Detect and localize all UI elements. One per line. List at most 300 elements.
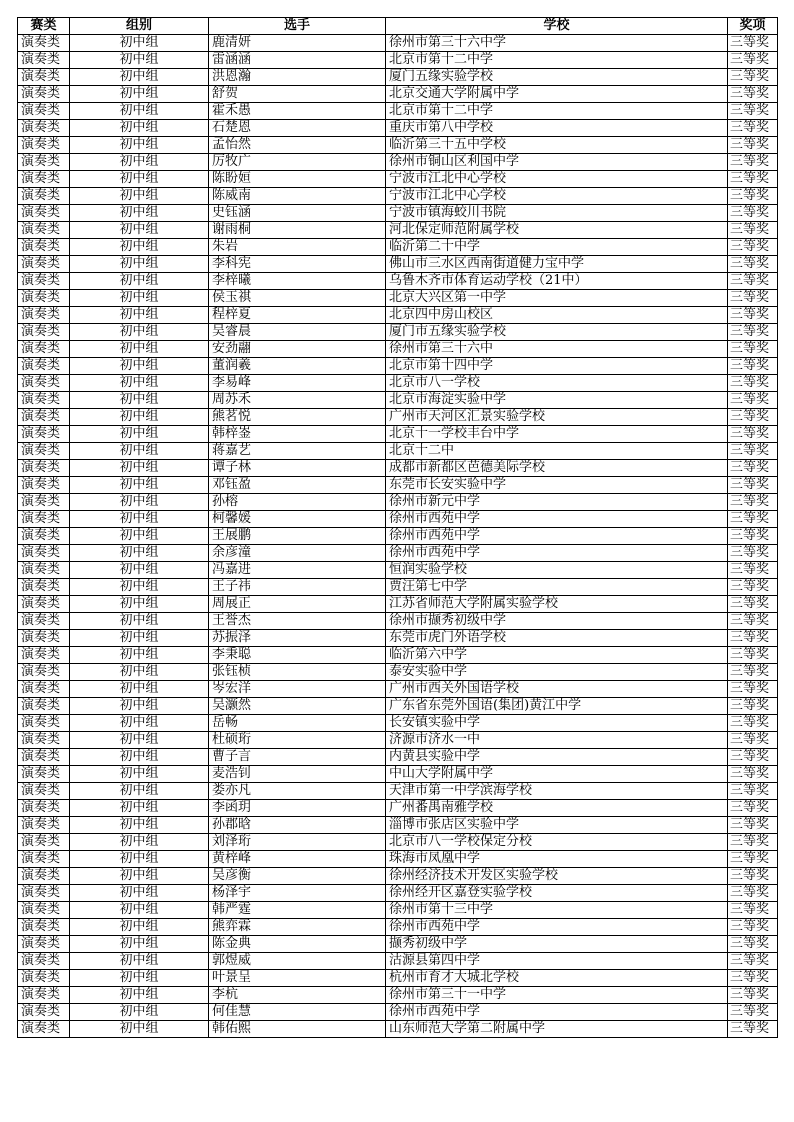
cell-award: 三等奖 [728, 562, 778, 579]
table-row [18, 205, 778, 222]
table-row [18, 409, 778, 426]
table-row [18, 188, 778, 205]
cell-group: 初中组 [70, 749, 209, 766]
table-row [18, 919, 778, 936]
cell-award: 三等奖 [728, 970, 778, 987]
cell-group: 初中组 [70, 647, 209, 664]
cell-award: 三等奖 [728, 256, 778, 273]
cell-group: 初中组 [70, 528, 209, 545]
cell-award: 三等奖 [728, 715, 778, 732]
cell-contestant: 吴彦衡 [209, 868, 386, 885]
cell-group: 初中组 [70, 970, 209, 987]
cell-contestant: 李秉聪 [209, 647, 386, 664]
cell-award: 三等奖 [728, 851, 778, 868]
cell-award: 三等奖 [728, 154, 778, 171]
cell-award: 三等奖 [728, 545, 778, 562]
cell-contestant: 安劲翮 [209, 341, 386, 358]
cell-award: 三等奖 [728, 120, 778, 137]
cell-category: 演奏类 [18, 341, 70, 358]
cell-school: 徐州经济技术开发区实验学校 [386, 868, 728, 885]
cell-school: 徐州市西苑中学 [386, 528, 728, 545]
cell-school: 成都市新都区芭德美际学校 [386, 460, 728, 477]
cell-category: 演奏类 [18, 222, 70, 239]
cell-group: 初中组 [70, 851, 209, 868]
cell-contestant: 雷涵涵 [209, 52, 386, 69]
cell-school: 徐州市西苑中学 [386, 545, 728, 562]
cell-award: 三等奖 [728, 239, 778, 256]
cell-contestant: 黄梓峰 [209, 851, 386, 868]
cell-school: 佛山市三水区西南街道健力宝中学 [386, 256, 728, 273]
cell-category: 演奏类 [18, 664, 70, 681]
cell-contestant: 王子祎 [209, 579, 386, 596]
cell-group: 初中组 [70, 783, 209, 800]
cell-award: 三等奖 [728, 834, 778, 851]
cell-category: 演奏类 [18, 936, 70, 953]
cell-school: 天津市第一中学滨海学校 [386, 783, 728, 800]
table-row [18, 341, 778, 358]
cell-category: 演奏类 [18, 987, 70, 1004]
cell-category: 演奏类 [18, 358, 70, 375]
table-row [18, 749, 778, 766]
cell-group: 初中组 [70, 324, 209, 341]
table-row [18, 528, 778, 545]
cell-award: 三等奖 [728, 766, 778, 783]
cell-award: 三等奖 [728, 171, 778, 188]
cell-award: 三等奖 [728, 528, 778, 545]
cell-group: 初中组 [70, 885, 209, 902]
cell-category: 演奏类 [18, 817, 70, 834]
cell-category: 演奏类 [18, 749, 70, 766]
cell-award: 三等奖 [728, 596, 778, 613]
table-row [18, 868, 778, 885]
cell-award: 三等奖 [728, 52, 778, 69]
table-row [18, 647, 778, 664]
table-row [18, 154, 778, 171]
cell-school: 北京市八一学校 [386, 375, 728, 392]
cell-award: 三等奖 [728, 69, 778, 86]
cell-school: 北京市第十二中学 [386, 52, 728, 69]
cell-award: 三等奖 [728, 698, 778, 715]
cell-group: 初中组 [70, 698, 209, 715]
cell-category: 演奏类 [18, 562, 70, 579]
cell-contestant: 鹿清妍 [209, 35, 386, 52]
cell-group: 初中组 [70, 103, 209, 120]
cell-award: 三等奖 [728, 936, 778, 953]
cell-group: 初中组 [70, 477, 209, 494]
cell-school: 北京市第十四中学 [386, 358, 728, 375]
table-row [18, 613, 778, 630]
cell-award: 三等奖 [728, 307, 778, 324]
cell-group: 初中组 [70, 596, 209, 613]
cell-group: 初中组 [70, 137, 209, 154]
cell-group: 初中组 [70, 800, 209, 817]
cell-category: 演奏类 [18, 239, 70, 256]
table-row [18, 783, 778, 800]
cell-group: 初中组 [70, 664, 209, 681]
cell-group: 初中组 [70, 936, 209, 953]
table-row [18, 69, 778, 86]
cell-contestant: 吴灏然 [209, 698, 386, 715]
cell-contestant: 韩梓崟 [209, 426, 386, 443]
cell-contestant: 叶景呈 [209, 970, 386, 987]
cell-category: 演奏类 [18, 290, 70, 307]
table-row [18, 460, 778, 477]
cell-school: 贾汪第七中学 [386, 579, 728, 596]
cell-award: 三等奖 [728, 579, 778, 596]
table-row [18, 494, 778, 511]
cell-school: 恒润实验学校 [386, 562, 728, 579]
table-row [18, 392, 778, 409]
cell-award: 三等奖 [728, 919, 778, 936]
table-row [18, 171, 778, 188]
table-row [18, 732, 778, 749]
cell-award: 三等奖 [728, 817, 778, 834]
cell-category: 演奏类 [18, 103, 70, 120]
cell-group: 初中组 [70, 205, 209, 222]
cell-category: 演奏类 [18, 851, 70, 868]
cell-school: 河北保定师范附属学校 [386, 222, 728, 239]
cell-contestant: 程梓夏 [209, 307, 386, 324]
cell-award: 三等奖 [728, 273, 778, 290]
cell-contestant: 吴睿晨 [209, 324, 386, 341]
cell-school: 徐州市第三十六中学 [386, 35, 728, 52]
cell-award: 三等奖 [728, 664, 778, 681]
table-row [18, 834, 778, 851]
cell-group: 初中组 [70, 69, 209, 86]
cell-award: 三等奖 [728, 35, 778, 52]
cell-school: 广州市西关外国语学校 [386, 681, 728, 698]
cell-award: 三等奖 [728, 341, 778, 358]
cell-category: 演奏类 [18, 392, 70, 409]
cell-group: 初中组 [70, 52, 209, 69]
cell-award: 三等奖 [728, 647, 778, 664]
cell-group: 初中组 [70, 630, 209, 647]
cell-school: 淄博市张店区实验中学 [386, 817, 728, 834]
cell-group: 初中组 [70, 290, 209, 307]
table-row [18, 698, 778, 715]
cell-group: 初中组 [70, 545, 209, 562]
cell-school: 厦门五缘实验学校 [386, 69, 728, 86]
cell-award: 三等奖 [728, 324, 778, 341]
cell-category: 演奏类 [18, 885, 70, 902]
cell-group: 初中组 [70, 273, 209, 290]
cell-contestant: 蒋嘉艺 [209, 443, 386, 460]
cell-group: 初中组 [70, 35, 209, 52]
cell-school: 徐州市第十三中学 [386, 902, 728, 919]
cell-group: 初中组 [70, 715, 209, 732]
cell-contestant: 周苏禾 [209, 392, 386, 409]
table-row [18, 936, 778, 953]
cell-school: 珠海市凤凰中学 [386, 851, 728, 868]
table-row [18, 273, 778, 290]
cell-contestant: 熊弈霖 [209, 919, 386, 936]
results-table [17, 17, 778, 1038]
cell-category: 演奏类 [18, 732, 70, 749]
cell-school: 广州番禺南雅学校 [386, 800, 728, 817]
table-row [18, 630, 778, 647]
cell-category: 演奏类 [18, 800, 70, 817]
cell-school: 山东师范大学第二附属中学 [386, 1021, 728, 1038]
cell-award: 三等奖 [728, 987, 778, 1004]
cell-contestant: 熊茗悦 [209, 409, 386, 426]
cell-contestant: 董润羲 [209, 358, 386, 375]
cell-group: 初中组 [70, 494, 209, 511]
cell-group: 初中组 [70, 341, 209, 358]
cell-category: 演奏类 [18, 902, 70, 919]
table-row [18, 545, 778, 562]
cell-category: 演奏类 [18, 579, 70, 596]
cell-category: 演奏类 [18, 375, 70, 392]
cell-category: 演奏类 [18, 970, 70, 987]
cell-group: 初中组 [70, 902, 209, 919]
cell-category: 演奏类 [18, 613, 70, 630]
cell-category: 演奏类 [18, 698, 70, 715]
cell-category: 演奏类 [18, 868, 70, 885]
cell-group: 初中组 [70, 613, 209, 630]
cell-group: 初中组 [70, 188, 209, 205]
cell-school: 乌鲁木齐市体育运动学校（21中） [386, 273, 728, 290]
cell-contestant: 刘泽珩 [209, 834, 386, 851]
cell-contestant: 舒贺 [209, 86, 386, 103]
header-award: 奖项 [728, 18, 778, 35]
cell-award: 三等奖 [728, 409, 778, 426]
cell-contestant: 杨泽宇 [209, 885, 386, 902]
cell-contestant: 谭子林 [209, 460, 386, 477]
cell-group: 初中组 [70, 681, 209, 698]
cell-award: 三等奖 [728, 477, 778, 494]
table-row [18, 86, 778, 103]
cell-contestant: 王誉杰 [209, 613, 386, 630]
table-row [18, 477, 778, 494]
table-row [18, 953, 778, 970]
cell-school: 徐州市撷秀初级中学 [386, 613, 728, 630]
cell-category: 演奏类 [18, 494, 70, 511]
cell-category: 演奏类 [18, 783, 70, 800]
table-row [18, 715, 778, 732]
cell-category: 演奏类 [18, 596, 70, 613]
cell-group: 初中组 [70, 222, 209, 239]
cell-contestant: 朱岩 [209, 239, 386, 256]
table-row [18, 1004, 778, 1021]
table-row [18, 885, 778, 902]
cell-school: 徐州市西苑中学 [386, 1004, 728, 1021]
cell-group: 初中组 [70, 817, 209, 834]
cell-category: 演奏类 [18, 766, 70, 783]
cell-category: 演奏类 [18, 443, 70, 460]
cell-group: 初中组 [70, 409, 209, 426]
cell-award: 三等奖 [728, 205, 778, 222]
table-row [18, 511, 778, 528]
cell-award: 三等奖 [728, 953, 778, 970]
cell-contestant: 韩严霆 [209, 902, 386, 919]
cell-school: 北京市八一学校保定分校 [386, 834, 728, 851]
cell-contestant: 史钰涵 [209, 205, 386, 222]
cell-category: 演奏类 [18, 919, 70, 936]
cell-contestant: 李易峰 [209, 375, 386, 392]
table-row [18, 120, 778, 137]
cell-contestant: 侯玉祺 [209, 290, 386, 307]
cell-award: 三等奖 [728, 868, 778, 885]
cell-award: 三等奖 [728, 426, 778, 443]
cell-contestant: 杜硕珩 [209, 732, 386, 749]
cell-category: 演奏类 [18, 647, 70, 664]
cell-school: 宁波市镇海蛟川书院 [386, 205, 728, 222]
cell-group: 初中组 [70, 868, 209, 885]
cell-group: 初中组 [70, 426, 209, 443]
cell-group: 初中组 [70, 919, 209, 936]
cell-category: 演奏类 [18, 256, 70, 273]
cell-group: 初中组 [70, 171, 209, 188]
cell-category: 演奏类 [18, 834, 70, 851]
cell-contestant: 孙榕 [209, 494, 386, 511]
cell-category: 演奏类 [18, 52, 70, 69]
cell-contestant: 柯馨媛 [209, 511, 386, 528]
cell-school: 厦门市五缘实验学校 [386, 324, 728, 341]
cell-category: 演奏类 [18, 409, 70, 426]
cell-category: 演奏类 [18, 188, 70, 205]
cell-contestant: 余彦潼 [209, 545, 386, 562]
table-row [18, 358, 778, 375]
cell-contestant: 娄亦凡 [209, 783, 386, 800]
cell-contestant: 张钰桢 [209, 664, 386, 681]
table-row [18, 596, 778, 613]
cell-school: 北京十二中 [386, 443, 728, 460]
cell-contestant: 麦浩钊 [209, 766, 386, 783]
cell-contestant: 李函玥 [209, 800, 386, 817]
cell-award: 三等奖 [728, 358, 778, 375]
cell-award: 三等奖 [728, 749, 778, 766]
cell-school: 北京市海淀实验中学 [386, 392, 728, 409]
cell-school: 东莞市虎门外语学校 [386, 630, 728, 647]
cell-group: 初中组 [70, 307, 209, 324]
cell-school: 临沂第二十中学 [386, 239, 728, 256]
cell-school: 北京十一学校丰台中学 [386, 426, 728, 443]
cell-award: 三等奖 [728, 1004, 778, 1021]
cell-school: 广东省东莞外国语(集团)黄江中学 [386, 698, 728, 715]
cell-award: 三等奖 [728, 613, 778, 630]
table-row [18, 35, 778, 52]
cell-group: 初中组 [70, 154, 209, 171]
cell-category: 演奏类 [18, 324, 70, 341]
table-row [18, 664, 778, 681]
cell-group: 初中组 [70, 460, 209, 477]
cell-school: 徐州市西苑中学 [386, 511, 728, 528]
cell-contestant: 厉牧广 [209, 154, 386, 171]
cell-group: 初中组 [70, 579, 209, 596]
header-category: 赛类 [18, 18, 70, 35]
cell-school: 撷秀初级中学 [386, 936, 728, 953]
cell-group: 初中组 [70, 120, 209, 137]
cell-school: 中山大学附属中学 [386, 766, 728, 783]
cell-category: 演奏类 [18, 86, 70, 103]
table-row [18, 256, 778, 273]
table-row [18, 290, 778, 307]
cell-contestant: 何佳慧 [209, 1004, 386, 1021]
cell-contestant: 李科宪 [209, 256, 386, 273]
cell-award: 三等奖 [728, 783, 778, 800]
cell-category: 演奏类 [18, 545, 70, 562]
cell-category: 演奏类 [18, 528, 70, 545]
cell-school: 重庆市第八中学校 [386, 120, 728, 137]
table-row [18, 52, 778, 69]
cell-category: 演奏类 [18, 171, 70, 188]
cell-school: 北京交通大学附属中学 [386, 86, 728, 103]
cell-category: 演奏类 [18, 715, 70, 732]
cell-school: 临沂第六中学 [386, 647, 728, 664]
cell-contestant: 李杭 [209, 987, 386, 1004]
table-row [18, 681, 778, 698]
cell-award: 三等奖 [728, 902, 778, 919]
table-row [18, 817, 778, 834]
cell-group: 初中组 [70, 375, 209, 392]
cell-group: 初中组 [70, 1021, 209, 1038]
cell-group: 初中组 [70, 443, 209, 460]
cell-category: 演奏类 [18, 154, 70, 171]
cell-award: 三等奖 [728, 885, 778, 902]
cell-award: 三等奖 [728, 681, 778, 698]
cell-contestant: 郭煜威 [209, 953, 386, 970]
cell-group: 初中组 [70, 511, 209, 528]
cell-school: 广州市天河区汇景实验学校 [386, 409, 728, 426]
cell-school: 宁波市江北中心学校 [386, 171, 728, 188]
cell-award: 三等奖 [728, 290, 778, 307]
cell-school: 沽源县第四中学 [386, 953, 728, 970]
cell-category: 演奏类 [18, 205, 70, 222]
table-body [18, 35, 778, 1038]
cell-contestant: 韩佑熙 [209, 1021, 386, 1038]
cell-award: 三等奖 [728, 222, 778, 239]
header-contestant: 选手 [209, 18, 386, 35]
cell-group: 初中组 [70, 392, 209, 409]
cell-contestant: 周展正 [209, 596, 386, 613]
cell-award: 三等奖 [728, 137, 778, 154]
table-row [18, 970, 778, 987]
cell-school: 东莞市长安实验中学 [386, 477, 728, 494]
cell-category: 演奏类 [18, 35, 70, 52]
cell-contestant: 洪恩瀚 [209, 69, 386, 86]
cell-group: 初中组 [70, 987, 209, 1004]
cell-category: 演奏类 [18, 630, 70, 647]
header-group: 组别 [70, 18, 209, 35]
cell-contestant: 孟怡然 [209, 137, 386, 154]
cell-group: 初中组 [70, 732, 209, 749]
cell-contestant: 石楚恩 [209, 120, 386, 137]
table-row [18, 426, 778, 443]
cell-school: 泰安实验中学 [386, 664, 728, 681]
cell-award: 三等奖 [728, 630, 778, 647]
cell-contestant: 孙郡晗 [209, 817, 386, 834]
cell-award: 三等奖 [728, 375, 778, 392]
table-row [18, 137, 778, 154]
cell-category: 演奏类 [18, 273, 70, 290]
cell-group: 初中组 [70, 239, 209, 256]
cell-category: 演奏类 [18, 1004, 70, 1021]
cell-contestant: 谢雨桐 [209, 222, 386, 239]
table-row [18, 800, 778, 817]
cell-contestant: 邓钰盈 [209, 477, 386, 494]
cell-contestant: 曹子言 [209, 749, 386, 766]
cell-category: 演奏类 [18, 137, 70, 154]
cell-award: 三等奖 [728, 188, 778, 205]
cell-school: 北京大兴区第一中学 [386, 290, 728, 307]
cell-contestant: 霍禾愚 [209, 103, 386, 120]
cell-contestant: 李梓曦 [209, 273, 386, 290]
cell-school: 徐州市铜山区利国中学 [386, 154, 728, 171]
cell-award: 三等奖 [728, 800, 778, 817]
cell-group: 初中组 [70, 562, 209, 579]
cell-award: 三等奖 [728, 732, 778, 749]
cell-school: 徐州市新元中学 [386, 494, 728, 511]
